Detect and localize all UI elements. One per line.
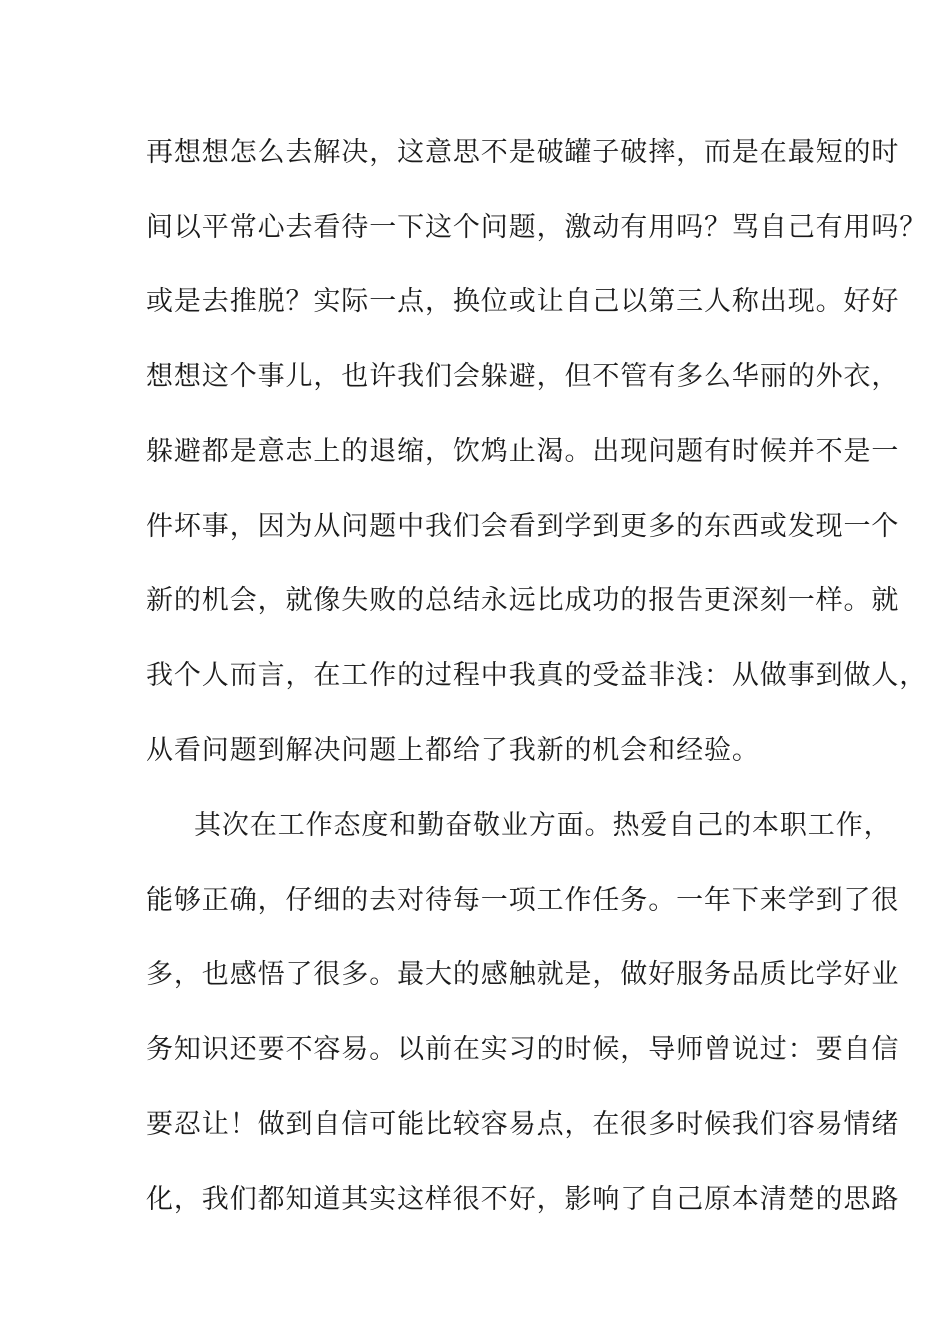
text-line: 间以平常心去看待一下这个问题，激动有用吗？骂自己有用吗？ [146,212,928,243]
text-line: 件坏事，因为从问题中我们会看到学到更多的东西或发现一个 [146,511,900,542]
text-line: 或是去推脱？实际一点，换位或让自己以第三人称出现。好好 [146,286,900,317]
text-line: 新的机会，就像失败的总结永远比成功的报告更深刻一样。就 [146,585,900,616]
text-line: 想想这个事儿，也许我们会躲避，但不管有多么华丽的外衣， [146,361,900,392]
text-line: 要忍让！做到自信可能比较容易点，在很多时候我们容易情绪 [146,1109,900,1140]
text-line: 我个人而言，在工作的过程中我真的受益非浅：从做事到做人， [146,660,928,691]
text-line: 化，我们都知道其实这样很不好，影响了自己原本清楚的思路 [146,1184,900,1215]
paragraph-first-line: 其次在工作态度和勤奋敬业方面。热爱自己的本职工作， [194,810,892,841]
text-line: 能够正确，仔细的去对待每一项工作任务。一年下来学到了很 [146,885,900,916]
text-line: 务知识还要不容易。以前在实习的时候，导师曾说过：要自信 [146,1034,900,1065]
text-line: 多，也感悟了很多。最大的感触就是，做好服务品质比学好业 [146,959,900,990]
text-line: 再想想怎么去解决，这意思不是破罐子破摔，而是在最短的时 [146,137,900,168]
text-line: 躲避都是意志上的退缩，饮鸩止渴。出现问题有时候并不是一 [146,436,900,467]
text-line: 从看问题到解决问题上都给了我新的机会和经验。 [146,735,760,766]
